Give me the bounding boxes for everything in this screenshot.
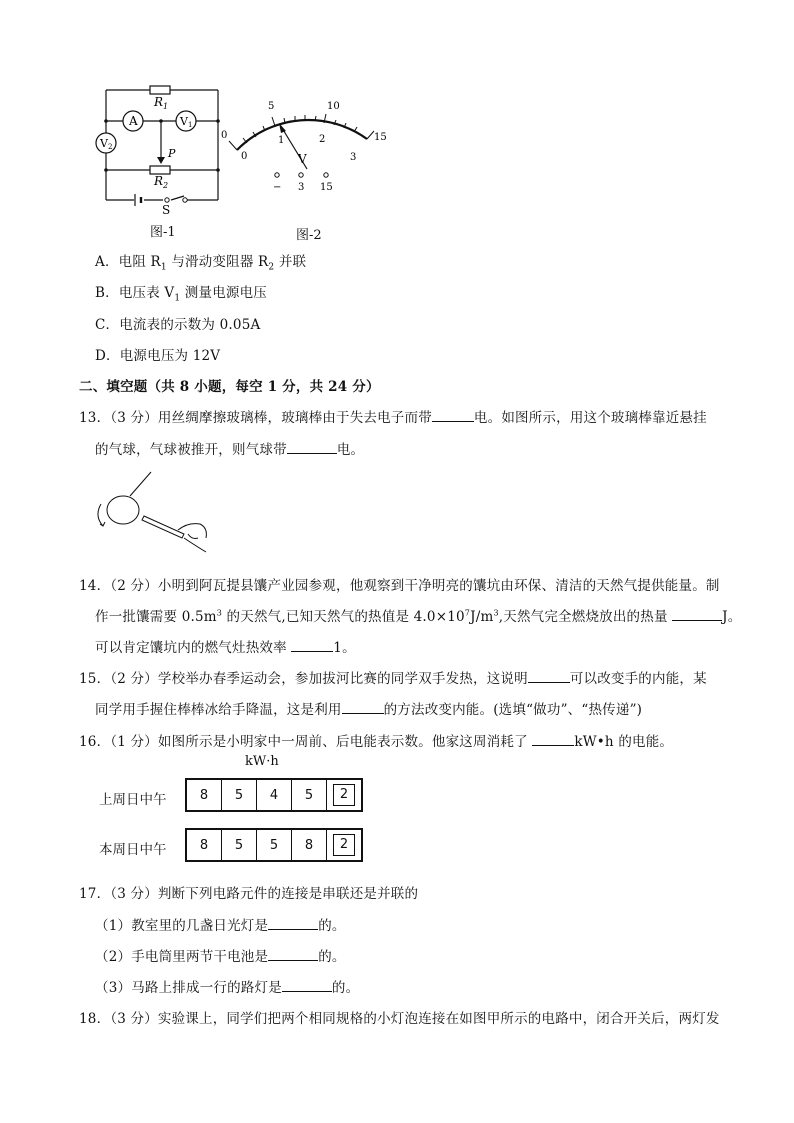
- q14-blank-efficiency[interactable]: [291, 639, 333, 652]
- option-a: A．电阻 $R_1$ 与滑动变阻器 $R_2$ 并联: [95, 254, 307, 273]
- q13-line1: 13．（3 分）用丝绸摩擦玻璃棒，玻璃棒由于失去电子而带 电。如图所示，用这个玻璃棒靠近悬挂: [79, 410, 707, 426]
- q15-line1: 15．（2 分）学校举办春季运动会，参加拔河比赛的同学双手发热，这说明 可以改变手的内能，某: [79, 671, 707, 687]
- svg-text:3: 3: [298, 182, 305, 193]
- svg-text:0: 0: [221, 130, 228, 141]
- svg-text:15: 15: [320, 182, 333, 193]
- r2-rheostat: [150, 166, 170, 174]
- section-title: 二、填空题（共 8 小题，每空 1 分，共 24 分）: [79, 379, 380, 395]
- q15-line2: 同学用手握住棒棒冰给手降温，这是利用 的方法改变内能。(选填“做功”、“热传递”): [95, 702, 643, 718]
- svg-text:15: 15: [374, 132, 387, 143]
- svg-text:3: 3: [350, 152, 357, 163]
- q16-line1: 16．（1 分）如图所示是小明家中一周前、后电能表示数。他家这周消耗了 kW•h 的电能。: [79, 734, 674, 750]
- q17-sub1: （1）教室里的几盏日光灯是 的。: [95, 918, 346, 934]
- svg-text:1: 1: [278, 135, 285, 146]
- q14-blank-heat[interactable]: [672, 608, 722, 621]
- meter-reading-last-week: [185, 778, 363, 812]
- option-b: B．电压表 $V_1$ 测量电源电压: [95, 285, 268, 304]
- q18-line1: 18．（3 分）实验课上，同学们把两个相同规格的小灯泡连接在如图甲所示的电路中，闭合开关后，两灯发: [79, 1011, 720, 1027]
- q15-blank-2[interactable]: [342, 701, 384, 714]
- meter-digit: 5: [222, 829, 257, 861]
- meter-decimal-digit: 2: [327, 829, 363, 861]
- svg-text:−: −: [273, 182, 282, 193]
- svg-text:P: P: [168, 147, 176, 160]
- q17-blank-2[interactable]: [268, 948, 318, 961]
- meter-row1-label: 上周日中午: [99, 792, 167, 808]
- svg-text:R1: $R_1$: [154, 95, 169, 111]
- svg-text:A: A: [129, 114, 138, 128]
- balloon-glass-rod-illustration: [88, 468, 218, 558]
- figure1-caption: 图-1: [150, 225, 176, 240]
- r1-resistor: [150, 86, 170, 94]
- q17-blank-3[interactable]: [282, 979, 332, 992]
- figure2-caption: 图-2: [296, 228, 322, 243]
- q14-line1: 14．（2 分）小明到阿瓦提县馕产业园参观，他观察到干净明亮的馕坑由环保、清洁的天然气提供能量。制: [79, 578, 720, 594]
- meter-digit: 4: [257, 779, 292, 811]
- meter-digit: 8: [186, 779, 222, 811]
- option-d: D．电源电压为 12V: [95, 348, 221, 364]
- svg-text:V: V: [298, 152, 307, 166]
- svg-text:10: 10: [327, 101, 340, 112]
- svg-text:R2: $R_2$: [154, 174, 169, 190]
- svg-text:0: 0: [241, 151, 248, 162]
- meter-decimal-digit: 2: [327, 779, 363, 811]
- q17-sub3: （3）马路上排成一行的路灯是 的。: [95, 980, 360, 996]
- q13-blank-2[interactable]: [287, 441, 337, 454]
- meter-digit: 8: [292, 829, 327, 861]
- meter-digit: 5: [222, 779, 257, 811]
- svg-text:V2: V2: [100, 137, 113, 151]
- q13-line2: 的气球，气球被推开，则气球带 电。: [95, 442, 365, 458]
- voltmeter-dial: [215, 95, 395, 200]
- circuit-diagram: [88, 80, 228, 220]
- svg-text:S: S: [162, 203, 171, 217]
- q17-blank-1[interactable]: [268, 917, 318, 930]
- svg-text:V1: V1: [180, 115, 193, 129]
- q16-blank-energy[interactable]: [532, 733, 574, 746]
- q17-sub2: （2）手电筒里两节干电池是 的。: [95, 949, 346, 965]
- svg-text:5: 5: [268, 101, 275, 112]
- svg-text:2: 2: [319, 134, 326, 145]
- q13-blank-1[interactable]: [432, 409, 474, 422]
- q14-line3: 可以肯定馕坑内的燃气灶热效率 1。: [95, 640, 356, 656]
- q14-line2: 作一批馕需要 $0.5m^3$ 的天然气,已知天然气的热值是 $4.0\times 10^7J/m^3$,天然气完全燃烧放出的热量 J。: [95, 608, 742, 625]
- meter-digit: 5: [257, 829, 292, 861]
- q17-line1: 17．（3 分）判断下列电路元件的连接是串联还是并联的: [79, 886, 419, 902]
- meter-reading-this-week: [185, 828, 363, 862]
- option-c: C．电流表的示数为 0.05A: [95, 317, 261, 333]
- q15-blank-1[interactable]: [528, 670, 570, 683]
- meter-unit-label: kW·h: [245, 754, 279, 769]
- meter-digit: 5: [292, 779, 327, 811]
- meter-digit: 8: [186, 829, 222, 861]
- meter-row2-label: 本周日中午: [99, 842, 167, 858]
